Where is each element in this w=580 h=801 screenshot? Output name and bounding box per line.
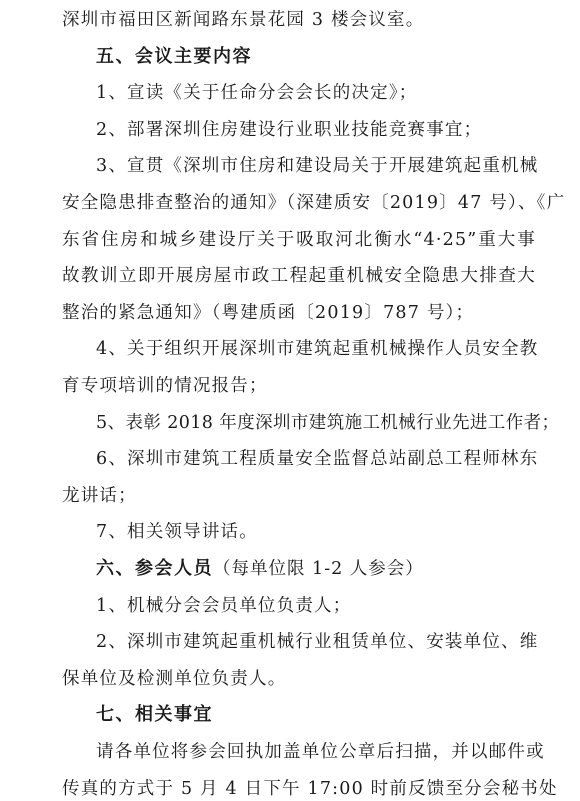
section-heading-5: 五、会议主要内容 bbox=[96, 45, 252, 67]
agenda-item-5: 5、表彰 2018 年度深圳市建筑施工机械行业先进工作者； bbox=[96, 412, 560, 433]
agenda-item-1: 1、宣读《关于任命分会会长的决定》； bbox=[96, 83, 418, 104]
agenda-item-3-line-4: 故教训立即开展房屋市政工程起重机械安全隐患大排查大 bbox=[62, 266, 536, 287]
section-heading-6-note: （每单位限 1-2 人参会） bbox=[213, 559, 424, 579]
section-heading-6-title: 六、参会人员 bbox=[96, 558, 213, 579]
attendee-item-2-line-1: 2、深圳市建筑起重机械行业租赁单位、安装单位、维 bbox=[96, 632, 539, 653]
section-heading-6 bbox=[96, 557, 424, 581]
agenda-item-3-line-2: 安全隐患排查整治的通知》（深建质安〔2019〕47 号）、《广 bbox=[62, 193, 566, 213]
attendee-item-1: 1、机械分会会员单位负责人； bbox=[96, 595, 352, 616]
agenda-item-2: 2、部署深圳住房建设行业职业技能竞赛事宜； bbox=[96, 119, 483, 140]
notice-paragraph-line-2: 传真的方式于 5 月 4 日下午 17:00 时前反馈至分会秘书处 bbox=[62, 778, 558, 799]
agenda-item-3-line-1: 3、宣贯《深圳市住房和建设局关于开展建筑起重机械 bbox=[96, 156, 539, 177]
attendee-item-2-line-2: 保单位及检测单位负责人。 bbox=[62, 668, 287, 689]
agenda-item-6-line-2: 龙讲话； bbox=[62, 485, 137, 506]
notice-paragraph-line-1: 请各单位将参会回执加盖单位公章后扫描，并以邮件或 bbox=[96, 742, 545, 762]
agenda-item-3-line-3: 东省住房和城乡建设厅关于吸取河北衡水“4·25”重大事 bbox=[62, 229, 536, 250]
venue-line: 深圳市福田区新闻路东景花园 3 楼会议室。 bbox=[62, 10, 425, 30]
agenda-item-6-line-1: 6、深圳市建筑工程质量安全监督总站副总工程师林东 bbox=[96, 449, 539, 470]
agenda-item-7: 7、相关领导讲话。 bbox=[96, 522, 258, 543]
agenda-item-4-line-2: 育专项培训的情况报告； bbox=[62, 376, 268, 396]
section-heading-7: 七、相关事宜 bbox=[96, 704, 213, 726]
agenda-item-4-line-1: 4、关于组织开展深圳市建筑起重机械操作人员安全教 bbox=[96, 339, 539, 360]
agenda-item-3-line-5: 整治的紧急通知》（粤建质函〔2019〕787 号）； bbox=[62, 302, 475, 323]
